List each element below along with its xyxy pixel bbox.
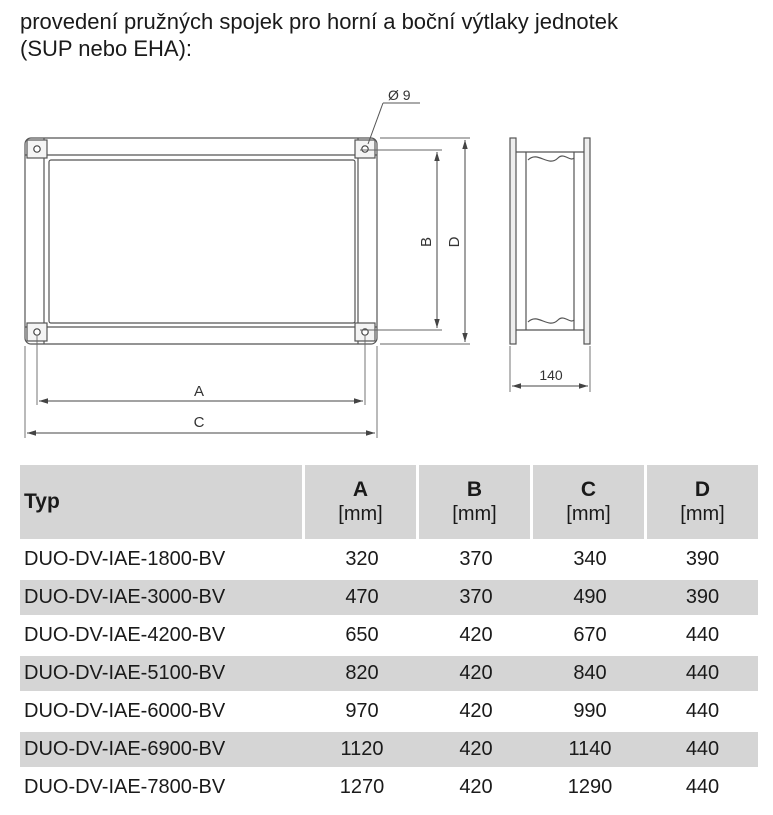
dimension-b-label: B (418, 236, 435, 248)
cell-type: DUO-DV-IAE-3000-BV (20, 577, 305, 615)
header-unit: [mm] (338, 503, 383, 525)
cell-d: 390 (647, 577, 758, 615)
header-label: C (580, 478, 597, 501)
side-view (510, 138, 590, 344)
cell-a: 1270 (305, 767, 419, 805)
dimension-c-label: C (193, 414, 205, 431)
mounting-hole (34, 329, 40, 335)
header-a (305, 465, 419, 539)
cell-b: 420 (419, 653, 533, 691)
cell-b: 370 (419, 577, 533, 615)
cell-c: 340 (533, 539, 647, 577)
table-header-row (20, 465, 758, 539)
table-row (20, 691, 758, 729)
header-unit: [mm] (680, 503, 725, 525)
cell-c: 1140 (533, 729, 647, 767)
cell-a: 820 (305, 653, 419, 691)
dimensions-table (20, 465, 758, 805)
cell-a: 650 (305, 615, 419, 653)
mounting-hole (362, 146, 368, 152)
header-label: D (694, 478, 711, 501)
mounting-hole (34, 146, 40, 152)
cell-d: 440 (647, 767, 758, 805)
cell-c: 840 (533, 653, 647, 691)
cell-b: 420 (419, 729, 533, 767)
header-label: B (466, 478, 483, 501)
hole-diameter-label: Ø 9 (388, 87, 411, 103)
cell-d: 440 (647, 615, 758, 653)
cell-c: 670 (533, 615, 647, 653)
table-row (20, 653, 758, 691)
cell-d: 440 (647, 653, 758, 691)
extension-lines (25, 138, 470, 438)
cell-b: 420 (419, 691, 533, 729)
cell-c: 990 (533, 691, 647, 729)
heading-line-1: provedení pružných spojek pro horní a boční výtlaky jednotek (20, 9, 619, 34)
cell-b: 420 (419, 767, 533, 805)
header-d (647, 465, 758, 539)
cell-c: 490 (533, 577, 647, 615)
dimension-a-label: A (193, 383, 205, 400)
cell-b: 370 (419, 539, 533, 577)
cell-d: 440 (647, 729, 758, 767)
cell-type: DUO-DV-IAE-5100-BV (20, 653, 305, 691)
cell-a: 1120 (305, 729, 419, 767)
table-row (20, 577, 758, 615)
cell-b: 420 (419, 615, 533, 653)
header-label: A (352, 478, 369, 501)
cell-type: DUO-DV-IAE-1800-BV (20, 539, 305, 577)
header-typ: Typ (20, 465, 305, 539)
mounting-holes (34, 146, 368, 335)
header-unit: [mm] (452, 503, 497, 525)
cell-a: 470 (305, 577, 419, 615)
cell-c: 1290 (533, 767, 647, 805)
header-unit: [mm] (566, 503, 611, 525)
table-row (20, 729, 758, 767)
cell-d: 440 (647, 691, 758, 729)
header-c (533, 465, 647, 539)
dimension-depth-label: 140 (539, 367, 563, 383)
table-row (20, 539, 758, 577)
table-row (20, 615, 758, 653)
cell-a: 970 (305, 691, 419, 729)
table-row (20, 767, 758, 805)
dimension-d-label: D (446, 236, 463, 248)
front-view (25, 138, 377, 344)
heading-line-2: (SUP nebo EHA): (20, 36, 193, 61)
cell-type: DUO-DV-IAE-6000-BV (20, 691, 305, 729)
cell-type: DUO-DV-IAE-6900-BV (20, 729, 305, 767)
cell-d: 390 (647, 539, 758, 577)
cell-type: DUO-DV-IAE-4200-BV (20, 615, 305, 653)
cell-a: 320 (305, 539, 419, 577)
header-b (419, 465, 533, 539)
cell-type: DUO-DV-IAE-7800-BV (20, 767, 305, 805)
